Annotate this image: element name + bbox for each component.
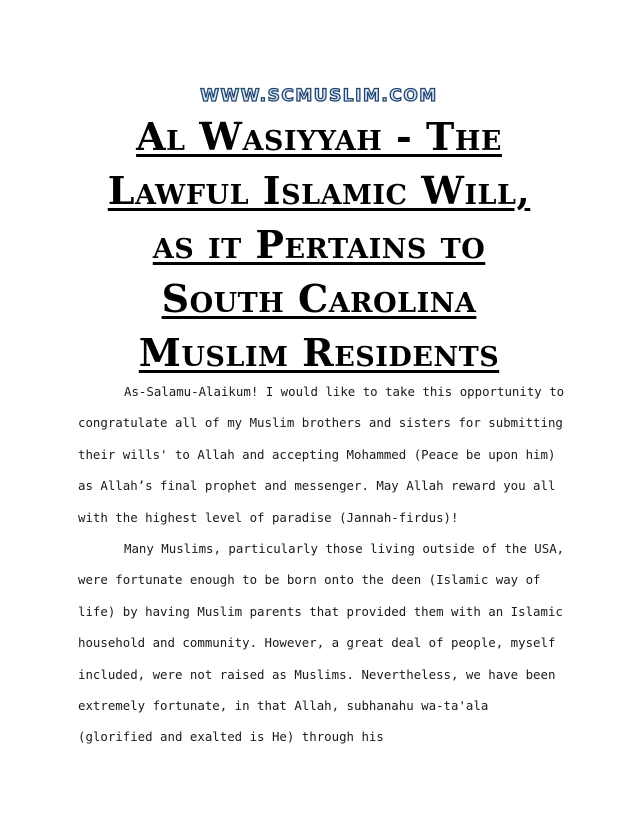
document-body — [78, 376, 568, 753]
body-paragraph: As-Salamu-Alaikum! I would like to take this opportunity to congratulate all of my Muslim brothers and sisters for submitting their wills' to Allah and accepting Mohammed (Peace be upon him) as Allah’s final prophet and messenger. May Allah reward you all with the highest level of paradise (Jannah-firdus)! — [78, 384, 565, 525]
site-url-header: WWW.SCMUSLIM.COM — [200, 86, 438, 106]
title-line: Lawful Islamic Will, — [107, 168, 531, 213]
title-line: Al Wasiyyah - The — [136, 114, 502, 159]
title-line: South Carolina — [161, 276, 477, 321]
document-title — [40, 110, 598, 380]
title-line: as it Pertains to — [152, 222, 486, 267]
body-paragraph: Many Muslims, particularly those living outside of the USA, were fortunate enough to be born onto the deen (Islamic way of life) by having Muslim parents that provided them with an Islamic household and community. However, a great deal of people, myself included, were not raised as Muslims. Nevertheless, we have been extremely fortunate, in that Allah, subhanahu wa-ta'ala (glorified and exalted is He) through his — [78, 541, 565, 745]
title-line: Muslim Residents — [138, 330, 500, 375]
